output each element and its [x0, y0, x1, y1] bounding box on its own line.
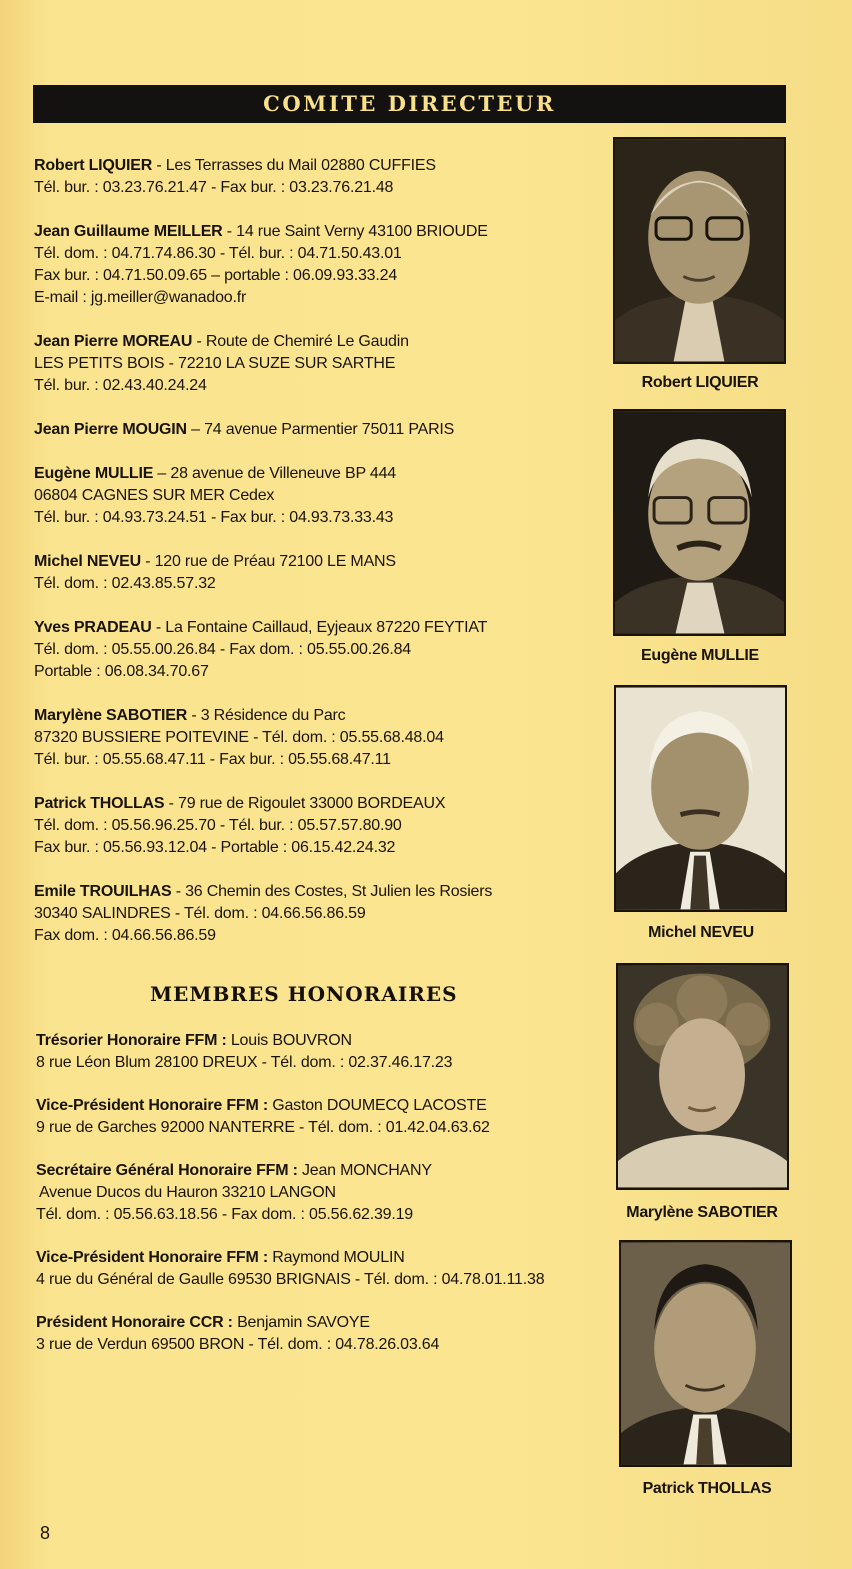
- member-entry: [34, 155, 594, 199]
- portrait-photo-mullie: [613, 409, 786, 636]
- member-line: Tél. dom. : 04.71.74.86.30 - Tél. bur. : 04.71.50.43.01: [34, 245, 402, 262]
- honorary-name: Louis BOUVRON: [226, 1032, 352, 1049]
- member-email: E-mail : jg.meiller@wanadoo.fr: [34, 289, 247, 306]
- member-line: Tél. bur. : 05.55.68.47.11 - Fax bur. : 05.55.68.47.11: [34, 751, 391, 768]
- honorary-role: Vice-Président Honoraire FFM :: [36, 1097, 268, 1114]
- member-entry: [34, 221, 594, 309]
- member-name: Marylène SABOTIER: [34, 707, 188, 724]
- honorary-name: Gaston DOUMECQ LACOSTE: [267, 1097, 487, 1114]
- page-number: 8: [40, 1523, 51, 1543]
- member-line: Portable : 06.08.34.70.67: [34, 663, 209, 680]
- member-entry: [34, 617, 594, 683]
- section-title-comite-directeur: COMITE DIRECTEUR: [33, 85, 786, 123]
- member-address: - 36 Chemin des Costes, St Julien les Rosiers: [171, 883, 493, 900]
- honorary-address: Avenue Ducos du Hauron 33210 LANGON: [39, 1184, 336, 1201]
- member-address: - 14 rue Saint Verny 43100 BRIOUDE: [222, 223, 488, 240]
- member-address: - 120 rue de Préau 72100 LE MANS: [140, 553, 396, 570]
- photo-caption: Eugène MULLIE: [641, 647, 759, 664]
- member-entry: [34, 793, 594, 859]
- member-line: 06804 CAGNES SUR MER Cedex: [34, 487, 275, 504]
- honorary-name: Raymond MOULIN: [267, 1249, 405, 1266]
- portrait-illustration: [615, 411, 784, 634]
- honorary-address: 8 rue Léon Blum 28100 DREUX - Tél. dom. : 02.37.46.17.23: [36, 1054, 453, 1071]
- member-entry: [34, 705, 594, 771]
- honorary-role: Vice-Président Honoraire FFM :: [36, 1249, 268, 1266]
- member-line: Fax bur. : 04.71.50.09.65 – portable : 06.09.93.33.24: [34, 267, 398, 284]
- member-entry: [34, 331, 594, 397]
- member-line: Tél. bur. : 02.43.40.24.24: [34, 377, 207, 394]
- member-address: – 28 avenue de Villeneuve BP 444: [153, 465, 396, 482]
- member-name: Jean Pierre MOREAU: [34, 333, 193, 350]
- portrait-illustration: [618, 965, 787, 1188]
- member-entry: [34, 419, 594, 441]
- member-name: Yves PRADEAU: [34, 619, 152, 636]
- member-line: 30340 SALINDRES - Tél. dom. : 04.66.56.86.59: [34, 905, 366, 922]
- member-address: - 79 rue de Rigoulet 33000 BORDEAUX: [164, 795, 446, 812]
- member-name: Patrick THOLLAS: [34, 795, 165, 812]
- member-entry: [34, 551, 594, 595]
- portrait-illustration: [615, 139, 784, 362]
- photo-caption: Robert LIQUIER: [641, 374, 759, 391]
- honorary-address: 3 rue de Verdun 69500 BRON - Tél. dom. : 04.78.26.03.64: [36, 1336, 440, 1353]
- portrait-photo-sabotier: [616, 963, 789, 1190]
- honorary-entry: [36, 1247, 596, 1291]
- section-title-membres-honoraires: MEMBRES HONORAIRES: [150, 982, 458, 1006]
- portrait-photo-neveu: [614, 685, 787, 912]
- member-line: Tél. dom. : 05.55.00.26.84 - Fax dom. : 05.55.00.26.84: [34, 641, 411, 658]
- portrait-photo-liquier: [613, 137, 786, 364]
- committee-list: [34, 155, 594, 969]
- member-line: 87320 BUSSIERE POITEVINE - Tél. dom. : 05.55.68.48.04: [34, 729, 444, 746]
- member-entry: [34, 463, 594, 529]
- member-name: Eugène MULLIE: [34, 465, 154, 482]
- member-name: Jean Guillaume MEILLER: [34, 223, 223, 240]
- member-name: Emile TROUILHAS: [34, 883, 172, 900]
- portrait-photo-thollas: [619, 1240, 792, 1467]
- member-line: Fax dom. : 04.66.56.86.59: [34, 927, 216, 944]
- member-line: LES PETITS BOIS - 72210 LA SUZE SUR SARTHE: [34, 355, 396, 372]
- photo-caption: Patrick THOLLAS: [642, 1480, 772, 1497]
- honorary-role: Secrétaire Général Honoraire FFM :: [36, 1162, 298, 1179]
- member-line: Tél. dom. : 02.43.85.57.32: [34, 575, 216, 592]
- member-name: Robert LIQUIER: [34, 157, 153, 174]
- member-name: Jean Pierre MOUGIN: [34, 421, 187, 438]
- member-address: - La Fontaine Caillaud, Eyjeaux 87220 FEYTIAT: [151, 619, 488, 636]
- member-name: Michel NEVEU: [34, 553, 141, 570]
- honorary-entry: [36, 1312, 596, 1356]
- honorary-phone: Tél. dom. : 05.56.63.18.56 - Fax dom. : 05.56.62.39.19: [36, 1206, 413, 1223]
- portrait-illustration: [621, 1242, 790, 1465]
- photo-caption: Marylène SABOTIER: [626, 1204, 778, 1221]
- member-address: - 3 Résidence du Parc: [187, 707, 346, 724]
- member-line: Tél. dom. : 05.56.96.25.70 - Tél. bur. : 05.57.57.80.90: [34, 817, 402, 834]
- honorary-entry: [36, 1160, 596, 1226]
- honorary-address: 4 rue du Général de Gaulle 69530 BRIGNAIS - Tél. dom. : 04.78.01.11.38: [36, 1271, 545, 1288]
- honorary-role: Trésorier Honoraire FFM :: [36, 1032, 227, 1049]
- member-address: - Les Terrasses du Mail 02880 CUFFIES: [152, 157, 436, 174]
- honorary-entry: [36, 1095, 596, 1139]
- member-line: Tél. bur. : 03.23.76.21.47 - Fax bur. : 03.23.76.21.48: [34, 179, 394, 196]
- honorary-name: Jean MONCHANY: [297, 1162, 432, 1179]
- member-address: – 74 avenue Parmentier 75011 PARIS: [186, 421, 455, 438]
- member-line: Fax bur. : 05.56.93.12.04 - Portable : 06.15.42.24.32: [34, 839, 396, 856]
- honorary-role: Président Honoraire CCR :: [36, 1314, 233, 1331]
- honorary-entry: [36, 1030, 596, 1074]
- honorary-name: Benjamin SAVOYE: [232, 1314, 370, 1331]
- member-line: Tél. bur. : 04.93.73.24.51 - Fax bur. : 04.93.73.33.43: [34, 509, 394, 526]
- member-entry: [34, 881, 594, 947]
- photo-caption: Michel NEVEU: [648, 924, 754, 941]
- honorary-address: 9 rue de Garches 92000 NANTERRE - Tél. dom. : 01.42.04.63.62: [36, 1119, 490, 1136]
- portrait-illustration: [616, 687, 785, 910]
- member-address: - Route de Chemiré Le Gaudin: [192, 333, 409, 350]
- honorary-list: [36, 1030, 596, 1377]
